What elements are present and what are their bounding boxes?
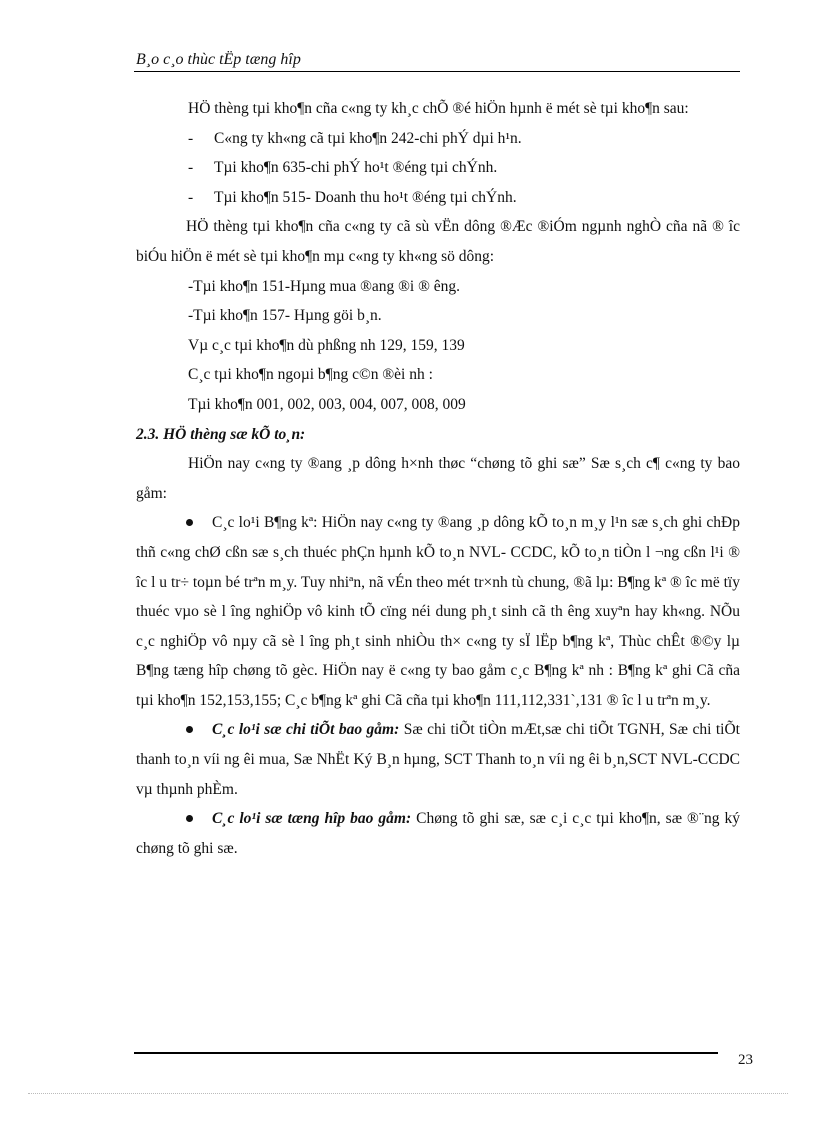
bullet-icon bbox=[186, 726, 193, 733]
list-item: -Tµi kho¶n 157- Hµng göi b¸n. bbox=[188, 307, 382, 325]
page-bottom-border bbox=[28, 1093, 788, 1094]
bullet-text: Sæ chi tiÕt tiÒn mÆt,sæ chi tiÕt TGNH, Sæ chi tiÕt thanh to¸n víi ng êi mua, Sæ NhËt Ký B¸n hµng, SCT Thanh to¸n víi ng êi b¸n,SCT NVL-CCDC vµ thµnh phÈm. bbox=[136, 721, 740, 798]
list-item-text: C«ng ty kh«ng cã tµi kho¶n 242-chi phÝ dµi h¹n. bbox=[214, 129, 522, 147]
section-heading: 2.3. HÖ thèng sæ kÕ to¸n: bbox=[136, 425, 306, 443]
list-item bbox=[136, 153, 740, 183]
page-number: 23 bbox=[738, 1052, 753, 1068]
document-body bbox=[136, 94, 740, 863]
list-item: Tµi kho¶n 001, 002, 003, 004, 007, 008, 009 bbox=[188, 395, 466, 413]
list-item: -Tµi kho¶n 151-Hµng mua ®ang ®i ® êng. bbox=[188, 277, 461, 295]
dash-marker: - bbox=[188, 129, 194, 147]
header-divider bbox=[134, 71, 740, 72]
bullet-text: Chøng tõ ghi sæ, sæ c¸i c¸c tµi kho¶n, sæ ®¨ng ký chøng tõ ghi sæ. bbox=[136, 810, 740, 857]
list-item-text: Tµi kho¶n 515- Doanh thu ho¹t ®éng tµi chÝnh. bbox=[214, 188, 517, 206]
list-item bbox=[136, 183, 740, 213]
dash-marker: - bbox=[188, 188, 194, 206]
bullet-item-detail-books bbox=[136, 715, 740, 804]
dash-marker: - bbox=[188, 159, 194, 177]
paragraph-unused-accounts: HÖ thèng tµi kho¶n cña c«ng ty cã sù vËn dông ®Æc ®iÓm ngµnh nghÒ cña nã ® îc biÓu hiÖn ë mét sè tµi kho¶n mµ c«ng ty kh«ng sö dông: bbox=[136, 218, 740, 265]
bullet-icon bbox=[186, 815, 193, 822]
paragraph-bookkeeping-form: HiÖn nay c«ng ty ®ang ¸p dông h×nh thøc “chøng tõ ghi sæ” Sæ s¸ch c¶ c«ng ty bao gåm: bbox=[136, 455, 740, 502]
bullet-icon bbox=[186, 519, 193, 526]
list-item: C¸c tµi kho¶n ngoµi b¶ng c©n ®èi nh : bbox=[188, 366, 433, 384]
list-item bbox=[136, 124, 740, 154]
bullet-label: C¸c lo¹i sæ tæng hîp bao gåm: bbox=[212, 810, 412, 828]
bullet-item-summary-tables bbox=[136, 508, 740, 715]
list-item: Vµ c¸c tµi kho¶n dù phßng nh 129, 159, 139 bbox=[188, 336, 465, 354]
footer-divider bbox=[134, 1052, 718, 1054]
paragraph-account-system-differences: HÖ thèng tµi kho¶n cña c«ng ty kh¸c chÕ ®é hiÖn hµnh ë mét sè tµi kho¶n sau: bbox=[188, 100, 689, 117]
bullet-item-general-books bbox=[136, 804, 740, 863]
bullet-text: C¸c lo¹i B¶ng kª: HiÖn nay c«ng ty ®ang ¸p dông kÕ to¸n m¸y l¹n sæ s¸ch ghi chÐp thñ c«ng chØ cßn sæ s¸ch thuéc phÇn hµnh kÕ to¸n NVL- CCDC, kÕ to¸n tiÒn l ¬ng cßn l¹i ® îc l u tr÷ toµn bé trªn m¸y. Tuy nhiªn, nã vÉn theo mét tr×nh tù chung, ®ã lµ: B¶ng kª ® îc më tïy thuéc vµo sè l îng nghiÖp vô kinh tÕ cïng néi dung ph¸t sinh cã th êng xuyªn hay kh«ng. NÕu c¸c nghiÖp vô nµy cã sè l îng ph¸t sinh nhiÒu th× c«ng ty sÏ lËp b¶ng kª, Thùc chÊt ®©y lµ B¶ng tæng hîp chøng tõ gèc. HiÖn nay ë c«ng ty bao gåm c¸c B¶ng kª nh : B¶ng kª ghi Cã cña tµi kho¶n 152,153,155; C¸c b¶ng kª ghi Cã cña tµi kho¶n 111,112,331`,131 ® îc l u trªn m¸y. bbox=[136, 514, 740, 709]
page-header-title: B¸o c¸o thùc tËp tæng hîp bbox=[136, 51, 301, 68]
list-item-text: Tµi kho¶n 635-chi phÝ ho¹t ®éng tµi chÝnh. bbox=[214, 159, 498, 177]
bullet-label: C¸c lo¹i sæ chi tiÕt bao gåm: bbox=[212, 721, 400, 739]
